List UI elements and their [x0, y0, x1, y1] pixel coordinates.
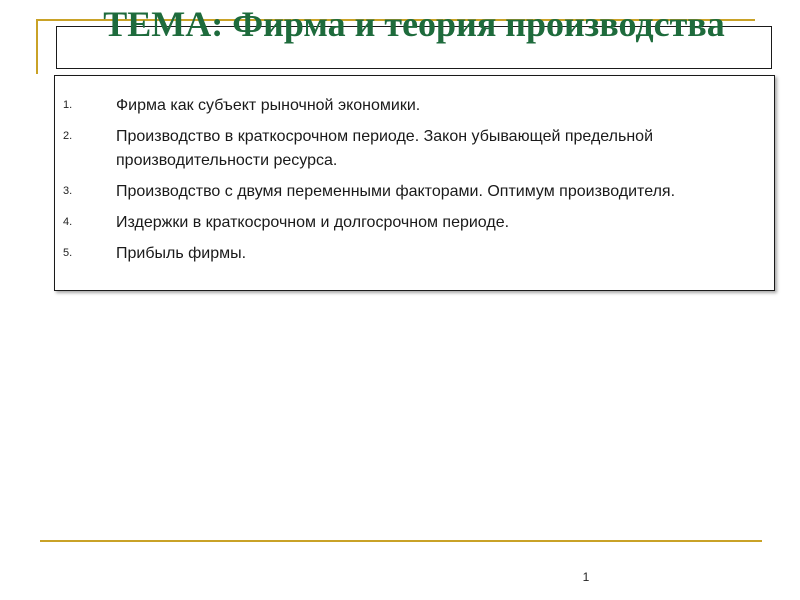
list-item [55, 211, 774, 235]
list-item-text: Производство с двумя переменными факторами. Оптимум производителя. [116, 183, 676, 200]
list-item-text: Фирма как субъект рыночной экономики. [116, 97, 421, 114]
list-item [55, 94, 774, 118]
page-number: 1 [582, 570, 590, 584]
list-item-number: 2. [63, 130, 73, 142]
list-item-number: 5. [63, 247, 73, 259]
list-item-text: Издержки в краткосрочном и долгосрочном периоде. [116, 214, 510, 231]
list-item-number: 4. [63, 216, 73, 228]
decorative-rule-bottom [40, 540, 762, 542]
slide-title: ТЕМА: Фирма и теория производства [103, 4, 725, 44]
list-item-text: Производство в краткосрочном периоде. Закон убывающей предельной производительности ресурса. [116, 128, 653, 169]
list-item-number: 3. [63, 185, 73, 197]
content-frame [54, 75, 775, 291]
decorative-rule-left [36, 19, 38, 74]
list-item-text: Прибыль фирмы. [116, 245, 247, 262]
list-item [55, 242, 774, 266]
topic-list [55, 94, 774, 273]
list-item [55, 125, 774, 173]
list-item [55, 180, 774, 204]
list-item-number: 1. [63, 99, 73, 111]
